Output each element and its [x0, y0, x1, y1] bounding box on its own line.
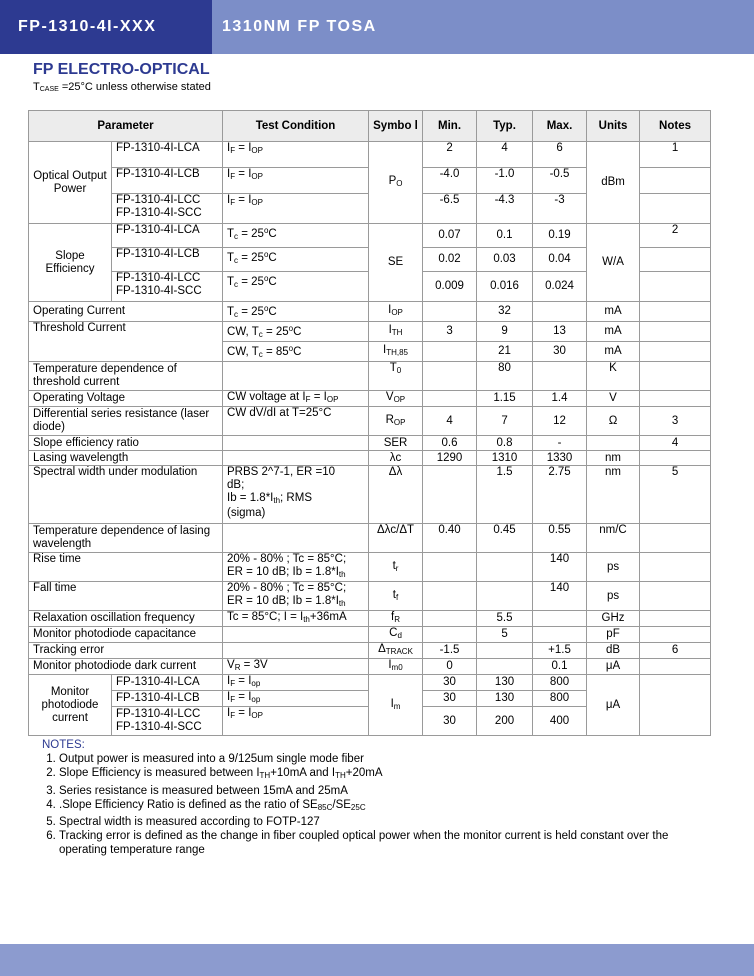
header-symbol: Symbo l	[369, 111, 423, 142]
symbol-cell: $I_{TH,85}$	[369, 342, 423, 362]
units-cell: mA	[587, 342, 640, 362]
max-cell: -	[533, 436, 587, 451]
header-parameter: Parameter	[29, 111, 223, 142]
notes-cell: 4	[640, 436, 711, 451]
typ-cell: 1310	[477, 451, 533, 466]
units-cell: ps	[587, 582, 640, 611]
header-test-condition: Test Condition	[223, 111, 369, 142]
spec-table	[28, 110, 711, 736]
cond-cell: 20% - 80% ; Tc = 85°C; ER = 10 dB; $Ib = 1.8*I_{th}$	[223, 582, 369, 611]
notes-cell	[640, 322, 711, 342]
symbol-cell: $\Delta_{TRACK}$	[369, 643, 423, 659]
param-cell: Fall time	[29, 582, 223, 611]
min-cell: 0.009	[423, 272, 477, 302]
cond-cell: CW, $T_c = 85^oC$	[223, 342, 369, 362]
param-cell: Temperature dependence of lasing wavelength	[29, 524, 223, 553]
symbol-cell: λc	[369, 451, 423, 466]
typ-cell: 80	[477, 362, 533, 391]
symbol-cell: $I_{OP}$	[369, 302, 423, 322]
param-cell: Rise time	[29, 553, 223, 582]
table-row	[29, 451, 711, 466]
note-item: 4. .Slope Efficiency Ratio is defined as the ratio of $SE_{85C}/SE_{25C}$	[59, 798, 709, 815]
units-cell: nm/C	[587, 524, 640, 553]
min-cell: 4	[423, 407, 477, 436]
typ-cell: 0.03	[477, 248, 533, 272]
symbol-cell: $R_{OP}$	[369, 407, 423, 436]
min-cell: 2	[423, 142, 477, 168]
table-row	[29, 675, 711, 691]
notes-cell	[640, 168, 711, 194]
header-min: Min.	[423, 111, 477, 142]
units-cell: pF	[587, 627, 640, 643]
units-cell: dB	[587, 643, 640, 659]
min-cell	[423, 362, 477, 391]
symbol-cell: $V_{OP}$	[369, 391, 423, 407]
cond-cell: $V_R = 3V$	[223, 659, 369, 675]
typ-cell: 7	[477, 407, 533, 436]
param-cell: Relaxation oscillation frequency	[29, 611, 223, 627]
table-row	[29, 407, 711, 436]
table-row	[29, 142, 711, 168]
min-cell	[423, 302, 477, 322]
note-item: 6. Tracking error is defined as the change in fiber coupled optical power when the monitor current is held constant over the operating temperature range	[59, 829, 709, 857]
max-cell: 800	[533, 675, 587, 691]
optical-output-power-label: Optical Output Power	[29, 142, 112, 224]
cond-cell	[223, 362, 369, 391]
notes-cell: 2	[640, 224, 711, 248]
header-units: Units	[587, 111, 640, 142]
notes-cell	[640, 272, 711, 302]
cond-cell: $I_F = I_{op}$	[223, 691, 369, 707]
notes-cell	[640, 302, 711, 322]
table-row	[29, 643, 711, 659]
max-cell	[533, 627, 587, 643]
slope-efficiency-label: Slope Efficiency	[29, 224, 112, 302]
min-cell: -6.5	[423, 194, 477, 224]
min-cell	[423, 466, 477, 524]
typ-cell: 32	[477, 302, 533, 322]
symbol-cell: $I_{TH}$	[369, 322, 423, 342]
max-cell	[533, 362, 587, 391]
cond-cell: CW dV/dI at T=25°C	[223, 407, 369, 436]
symbol-cell: $t_f$	[369, 582, 423, 611]
cond-cell	[223, 627, 369, 643]
symbol-cell: SE	[369, 224, 423, 302]
max-cell: 1.4	[533, 391, 587, 407]
units-cell: Ω	[587, 407, 640, 436]
units-cell: V	[587, 391, 640, 407]
max-cell: 0.19	[533, 224, 587, 248]
cond-cell: $I_F = I_{OP}$	[223, 142, 369, 168]
min-cell	[423, 342, 477, 362]
min-cell	[423, 611, 477, 627]
table-row	[29, 582, 711, 611]
symbol-cell: Δλ	[369, 466, 423, 524]
variant-cell: FP-1310-4I-LCB	[112, 691, 223, 707]
min-cell	[423, 391, 477, 407]
max-cell: 0.55	[533, 524, 587, 553]
note-item: 1. Output power is measured into a 9/125um single mode fiber	[59, 752, 709, 766]
param-cell: Spectral width under modulation	[29, 466, 223, 524]
cond-cell	[223, 643, 369, 659]
table-row	[29, 524, 711, 553]
max-cell: 140	[533, 582, 587, 611]
typ-cell: 0.016	[477, 272, 533, 302]
notes-cell: 3	[640, 407, 711, 436]
max-cell	[533, 302, 587, 322]
notes-cell	[640, 659, 711, 675]
variant-cell: FP-1310-4I-LCC FP-1310-4I-SCC	[112, 707, 223, 736]
max-cell: 800	[533, 691, 587, 707]
notes-section	[42, 738, 709, 858]
monitor-current-label: Monitor photodiode current	[29, 675, 112, 736]
min-cell: 0.40	[423, 524, 477, 553]
part-number: FP-1310-4I-XXX	[18, 18, 157, 35]
typ-cell: 0.8	[477, 436, 533, 451]
typ-cell: 4	[477, 142, 533, 168]
header-typ: Typ.	[477, 111, 533, 142]
cond-cell: PRBS 2^7-1, ER =10 dB; $Ib = 1.8*I_{th}$; RMS (sigma)	[223, 466, 369, 524]
param-cell: Tracking error	[29, 643, 223, 659]
max-cell: 0.04	[533, 248, 587, 272]
max-cell: 12	[533, 407, 587, 436]
units-cell: W/A	[587, 224, 640, 302]
section-title: FP ELECTRO-OPTICAL	[33, 61, 210, 78]
table-row	[29, 611, 711, 627]
footer-bar	[0, 944, 754, 976]
notes-cell	[640, 627, 711, 643]
cond-cell	[223, 524, 369, 553]
table-row	[29, 627, 711, 643]
symbol-cell: $f_R$	[369, 611, 423, 627]
units-cell: GHz	[587, 611, 640, 627]
table-row	[29, 322, 711, 342]
typ-cell: 5	[477, 627, 533, 643]
max-cell: 140	[533, 553, 587, 582]
units-cell: nm	[587, 466, 640, 524]
min-cell: 30	[423, 675, 477, 691]
note-item: 3. Series resistance is measured between 15mA and 25mA	[59, 784, 709, 798]
max-cell: -0.5	[533, 168, 587, 194]
table-header-row	[29, 111, 711, 142]
cond-cell	[223, 436, 369, 451]
min-cell	[423, 627, 477, 643]
notes-cell	[640, 248, 711, 272]
typ-cell: 0.1	[477, 224, 533, 248]
notes-cell: 1	[640, 142, 711, 168]
symbol-cell: $t_r$	[369, 553, 423, 582]
cond-cell: $T_c = 25^oC$	[223, 224, 369, 248]
symbol-cell: SER	[369, 436, 423, 451]
max-cell: 13	[533, 322, 587, 342]
max-cell: 0.024	[533, 272, 587, 302]
product-title: 1310NM FP TOSA	[222, 18, 377, 35]
symbol-cell: $P_O$	[369, 142, 423, 224]
typ-cell: 130	[477, 675, 533, 691]
typ-cell: -1.0	[477, 168, 533, 194]
notes-cell	[640, 342, 711, 362]
min-cell: 0.02	[423, 248, 477, 272]
variant-cell: FP-1310-4I-LCA	[112, 142, 223, 168]
header-max: Max.	[533, 111, 587, 142]
min-cell: 0	[423, 659, 477, 675]
notes-cell	[640, 391, 711, 407]
symbol-cell: $T_0$	[369, 362, 423, 391]
min-cell: 3	[423, 322, 477, 342]
notes-heading: NOTES:	[42, 739, 85, 751]
cond-cell: $I_F = I_{OP}$	[223, 194, 369, 224]
notes-cell	[640, 582, 711, 611]
cond-cell: CW voltage at $I_F = I_{OP}$	[223, 391, 369, 407]
cond-cell: $I_F = I_{OP}$	[223, 707, 369, 736]
typ-cell	[477, 659, 533, 675]
test-condition-note: TCASE =25°C unless otherwise stated	[33, 81, 211, 93]
param-cell: Differential series resistance (laser diode)	[29, 407, 223, 436]
max-cell: +1.5	[533, 643, 587, 659]
param-cell: Operating Voltage	[29, 391, 223, 407]
table-row	[29, 436, 711, 451]
typ-cell: 21	[477, 342, 533, 362]
table-row	[29, 391, 711, 407]
typ-cell: 1.5	[477, 466, 533, 524]
note-item: 5. Spectral width is measured according to FOTP-127	[59, 815, 709, 829]
max-cell: 400	[533, 707, 587, 736]
table-row	[29, 302, 711, 322]
max-cell: 30	[533, 342, 587, 362]
symbol-cell: $I_m$	[369, 675, 423, 736]
typ-cell: 130	[477, 691, 533, 707]
notes-cell	[640, 194, 711, 224]
param-cell: Threshold Current	[29, 322, 223, 362]
notes-cell	[640, 362, 711, 391]
min-cell	[423, 553, 477, 582]
cond-cell: Tc = 85°C; $I = I_{th}+36mA$	[223, 611, 369, 627]
max-cell: 1330	[533, 451, 587, 466]
units-cell: dBm	[587, 142, 640, 224]
notes-cell	[640, 675, 711, 736]
typ-cell: -4.3	[477, 194, 533, 224]
notes-cell	[640, 524, 711, 553]
cond-cell: $I_F = I_{OP}$	[223, 168, 369, 194]
typ-cell: 1.15	[477, 391, 533, 407]
typ-cell	[477, 582, 533, 611]
min-cell: 30	[423, 691, 477, 707]
cond-cell	[223, 451, 369, 466]
param-cell: Lasing wavelength	[29, 451, 223, 466]
notes-cell: 5	[640, 466, 711, 524]
min-cell: 30	[423, 707, 477, 736]
variant-cell: FP-1310-4I-LCB	[112, 168, 223, 194]
notes-cell	[640, 553, 711, 582]
param-cell: Operating Current	[29, 302, 223, 322]
typ-cell: 9	[477, 322, 533, 342]
min-cell: 1290	[423, 451, 477, 466]
cond-cell: $T_c = 25^oC$	[223, 272, 369, 302]
units-cell: μA	[587, 675, 640, 736]
table-row	[29, 466, 711, 524]
cond-cell: CW, $T_c = 25^oC$	[223, 322, 369, 342]
cond-cell: $T_c = 25^oC$	[223, 248, 369, 272]
max-cell: 6	[533, 142, 587, 168]
units-cell: ps	[587, 553, 640, 582]
units-cell: mA	[587, 302, 640, 322]
table-row	[29, 224, 711, 248]
min-cell: -4.0	[423, 168, 477, 194]
variant-cell: FP-1310-4I-LCA	[112, 224, 223, 248]
units-cell: mA	[587, 322, 640, 342]
param-cell: Monitor photodiode capacitance	[29, 627, 223, 643]
min-cell: -1.5	[423, 643, 477, 659]
header-notes: Notes	[640, 111, 711, 142]
notes-cell: 6	[640, 643, 711, 659]
symbol-cell: Δλc/ΔT	[369, 524, 423, 553]
param-cell: Monitor photodiode dark current	[29, 659, 223, 675]
units-cell	[587, 436, 640, 451]
table-row	[29, 553, 711, 582]
min-cell: 0.6	[423, 436, 477, 451]
note-item: 2. Slope Efficiency is measured between $I_{TH}+10mA$ and $I_{TH}+20mA$	[59, 766, 709, 783]
table-row	[29, 362, 711, 391]
cond-cell: $T_c = 25^oC$	[223, 302, 369, 322]
variant-cell: FP-1310-4I-LCA	[112, 675, 223, 691]
typ-cell: 200	[477, 707, 533, 736]
param-cell: Slope efficiency ratio	[29, 436, 223, 451]
units-cell: K	[587, 362, 640, 391]
units-cell: nm	[587, 451, 640, 466]
symbol-cell: $C_d$	[369, 627, 423, 643]
max-cell: 2.75	[533, 466, 587, 524]
cond-cell: 20% - 80% ; Tc = 85°C; ER = 10 dB; $Ib = 1.8*I_{th}$	[223, 553, 369, 582]
typ-cell	[477, 643, 533, 659]
min-cell	[423, 582, 477, 611]
max-cell: -3	[533, 194, 587, 224]
notes-cell	[640, 451, 711, 466]
table-row	[29, 659, 711, 675]
cond-cell: $I_F = I_{op}$	[223, 675, 369, 691]
variant-cell: FP-1310-4I-LCB	[112, 248, 223, 272]
notes-cell	[640, 611, 711, 627]
param-cell: Temperature dependence of threshold current	[29, 362, 223, 391]
variant-cell: FP-1310-4I-LCC FP-1310-4I-SCC	[112, 194, 223, 224]
min-cell: 0.07	[423, 224, 477, 248]
symbol-cell: $I_{m0}$	[369, 659, 423, 675]
units-cell: μA	[587, 659, 640, 675]
variant-cell: FP-1310-4I-LCC FP-1310-4I-SCC	[112, 272, 223, 302]
max-cell: 0.1	[533, 659, 587, 675]
typ-cell: 5.5	[477, 611, 533, 627]
typ-cell: 0.45	[477, 524, 533, 553]
max-cell	[533, 611, 587, 627]
typ-cell	[477, 553, 533, 582]
